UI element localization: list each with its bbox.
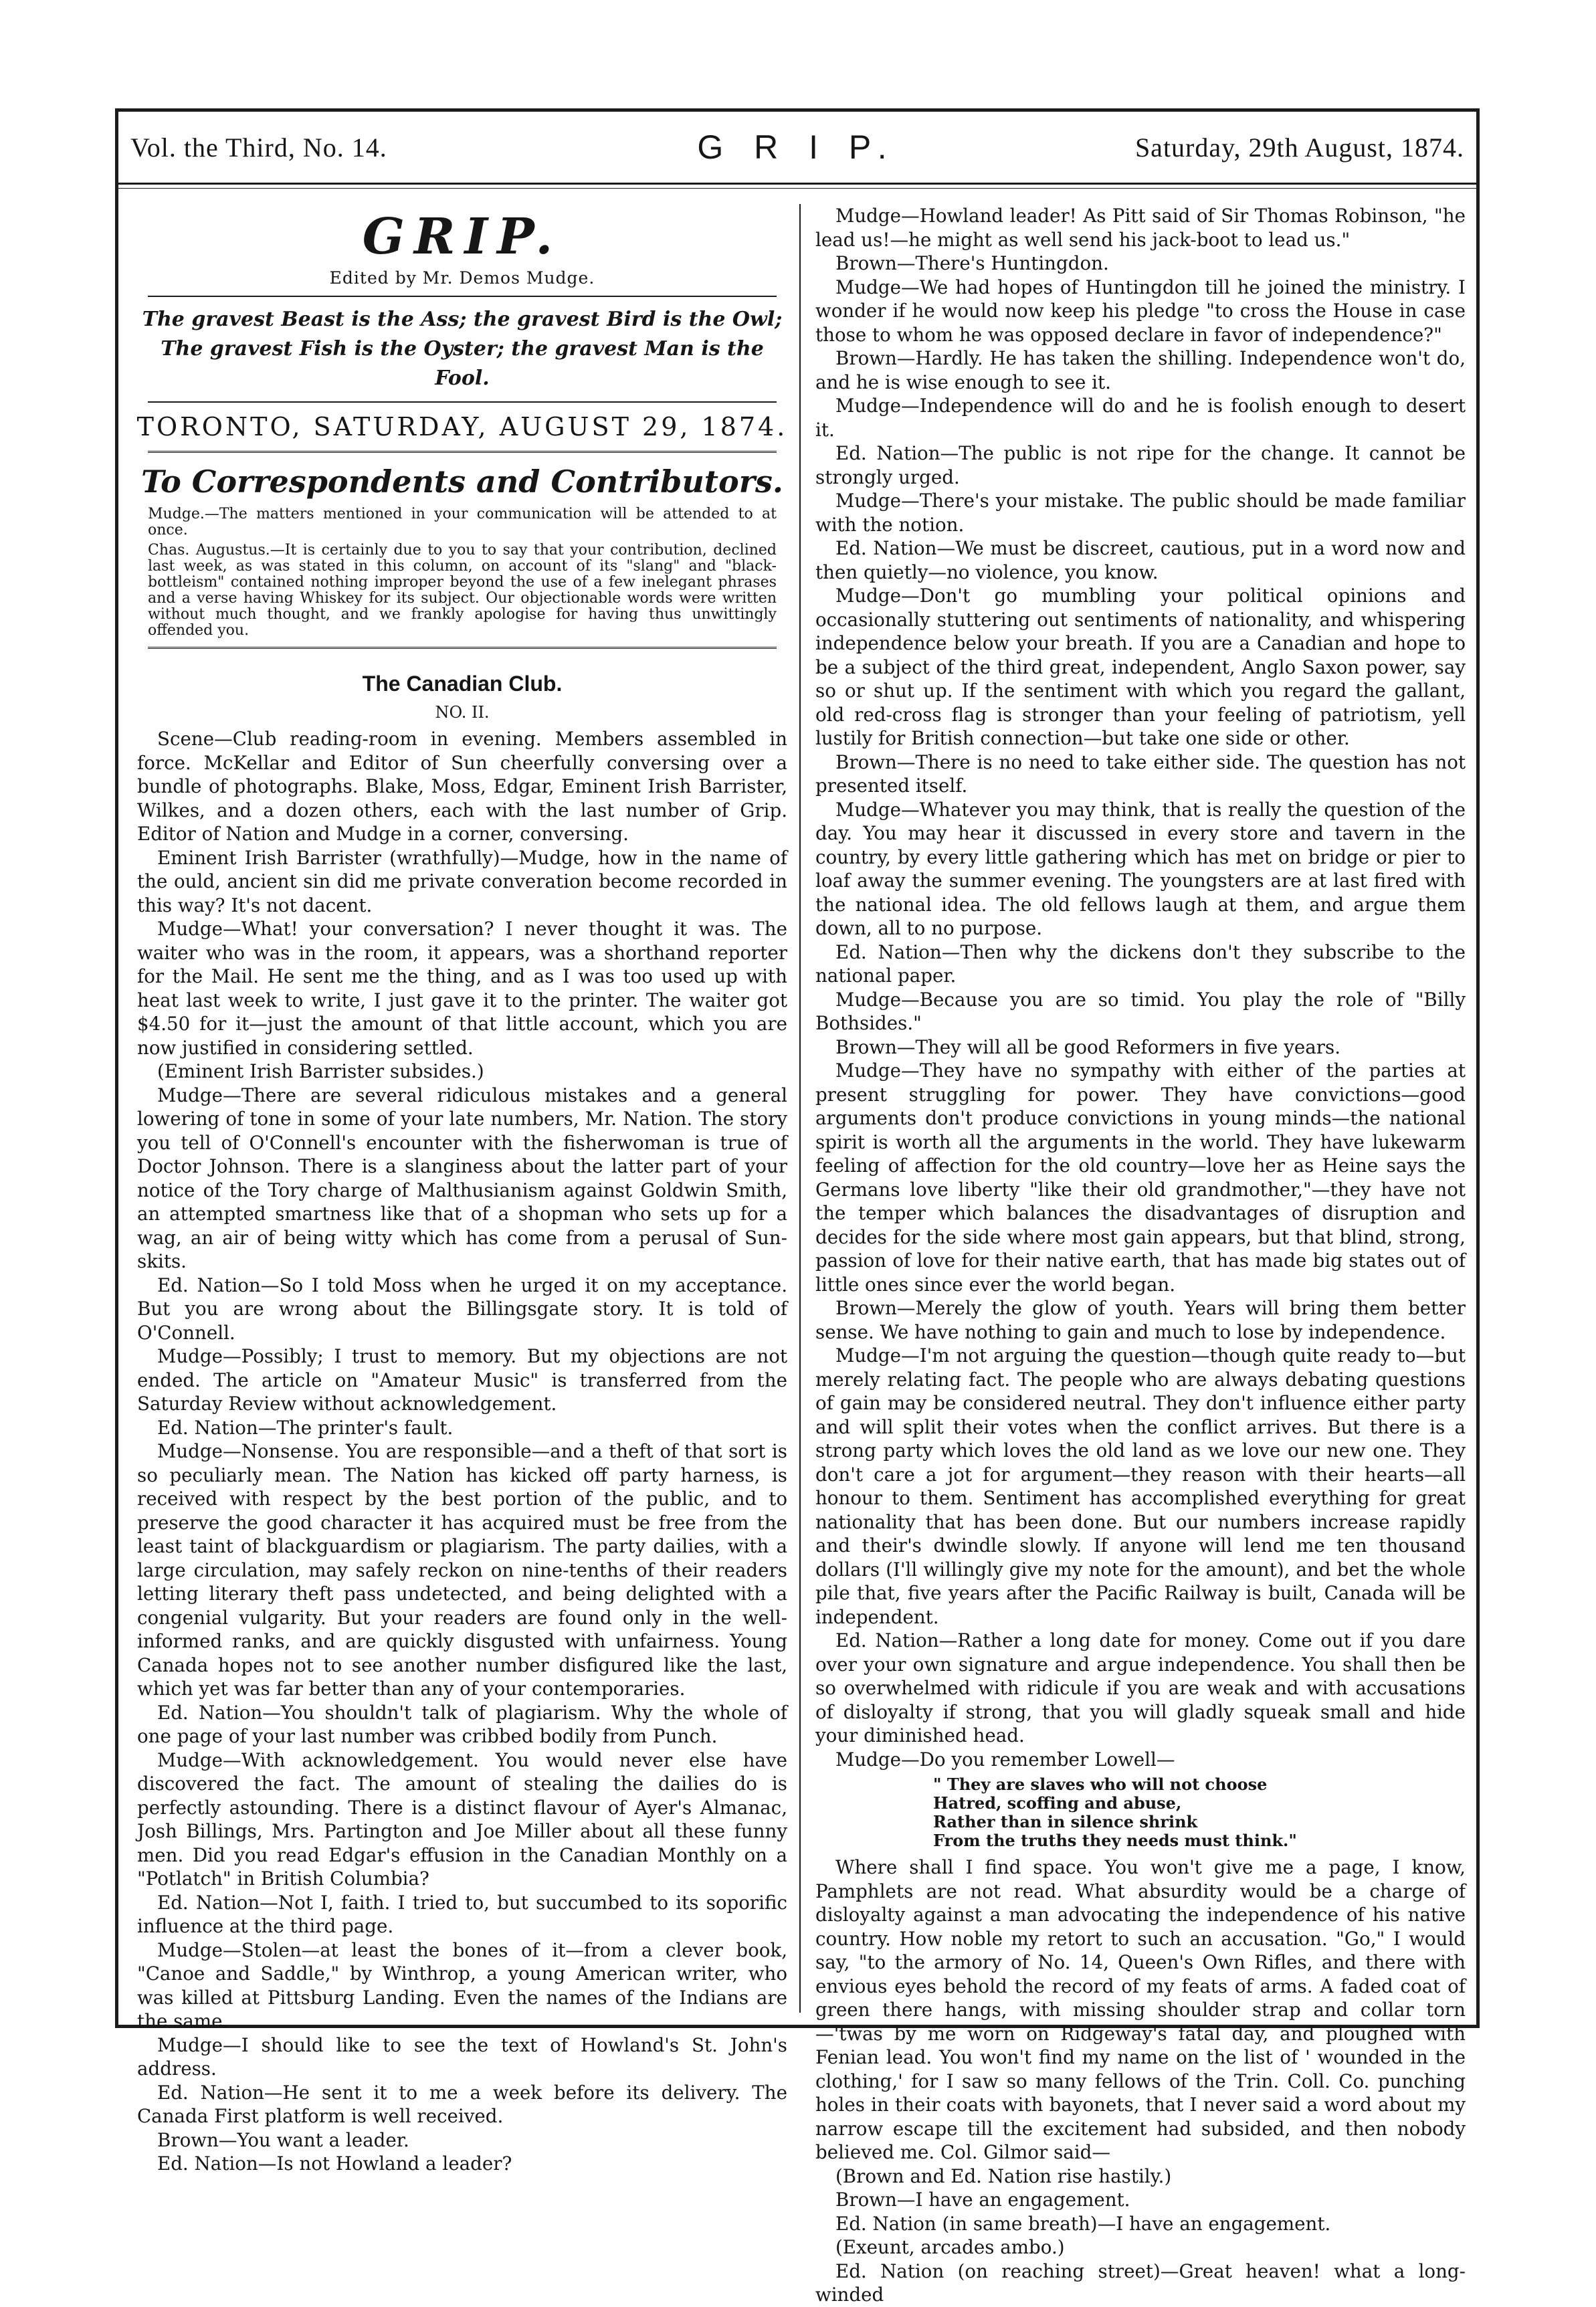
paragraph: Brown—You want a leader. [157,2128,409,2151]
paragraph: Mudge—Whatever you may think, that is really the question of the day. You may hear it discussed in every store and tavern in the country, by every little gathering which has met on bridge or pier to loaf away the summer evening. The youngsters are at last fired with the national idea. The old fellows laugh at them, and argue them down, all to no purpose. [815,798,1466,939]
left-column [134,204,790,2175]
double-divider [148,451,777,453]
paragraph: Brown—Hardly. He has taken the shilling. Independence won't do, and he is wise enough to see it. [815,347,1466,393]
paragraph: Brown—There's Huntingdon. [835,252,1109,274]
paragraph: Ed. Nation—You shouldn't talk of plagiarism. Why the whole of one page of your last number was cribbed bodily from Punch. [137,1701,787,1747]
correspondent-note: Mudge.—The matters mentioned in your communication will be attended to at once. [148,506,777,538]
paragraph: Mudge—With acknowledgement. You would never else have discovered the fact. The amount of stealing the dailies do is perfectly astounding. There is a distinct flavour of Ayer's Almanac, Josh Billings, Mrs. Partington and Joe Miller about all these funny men. Did you read Edgar's effusion in the Canadian Monthly on a "Potlatch" in British Columbia? [137,1748,787,1890]
article-heading: The Canadian Club. [362,672,563,696]
paragraph: Mudge—We had hopes of Huntingdon till he joined the ministry. I wonder if he would now keep his pledge "to cross the House in case those to whom he was opposed declare in favor of independence?" [815,276,1466,346]
paragraph: Ed. Nation—The printer's fault. [157,1416,454,1439]
quote-line: " They are slaves who will not choose [933,1775,1268,1794]
paragraph: Ed. Nation—The public is not ripe for the change. It cannot be strongly urged. [815,442,1466,488]
paragraph: Mudge—I should like to see the text of Howland's St. John's address. [137,2033,787,2080]
paragraph: Mudge—Possibly; I trust to memory. But my objections are not ended. The article on "Amateur Music" is transferred from the Saturday Review without acknowledgement. [137,1345,787,1415]
paragraph: Mudge—Independence will do and he is foolish enough to desert it. [815,395,1466,441]
paragraph: Ed. Nation—We must be discreet, cautious, put in a word now and then quietly—no violence, you know. [815,537,1466,583]
masthead-rule [118,183,1476,185]
masthead-rule-thin [118,188,1476,189]
quote-line: From the truths they needs must think." [933,1831,1297,1850]
editor-line: Edited by Mr. Demos Mudge. [329,268,595,288]
paragraph: (Brown and Ed. Nation rise hastily.) [835,2165,1172,2187]
paragraph: Mudge—Stolen—at least the bones of it—from a clever book, "Canoe and Saddle," by Winthrop, a young American writer, who was killed at Pittsburg Landing. Even the names of the Indians are the same. [137,1938,787,2032]
paragraph: Brown—There is no need to take either side. The question has not presented itself. [815,750,1466,797]
paragraph: Eminent Irish Barrister (wrathfully)—Mudge, how in the name of the ould, ancient sin did me private converation become recorded in this way? It's not dacent. [137,846,787,916]
motto-line-2: The gravest Fish is the Oyster; the gravest Man is the Fool. [161,337,764,390]
paragraph: Ed. Nation—He sent it to me a week before its delivery. The Canada First platform is well received. [137,2081,787,2127]
paragraph: Where shall I find space. You won't give me a page, I know, Pamphlets are not read. What absurdity would be a charge of disloyalty against a man advocating the independence of his native country. How noble my retort to such an accusation. "Go," I would say, "to the armory of No. 14, Queen's Own Rifles, and there with envious eyes behold the record of my feats of arms. A faded coat of green there hangs, with missing shoulder strap and collar torn—'twas by me worn on Ridgeway's fatal day, and ploughed with Fenian lead. You won't find my name on the list of ' wounded in the clothing,' for I saw so many fellows of the Trin. Coll. Co. punching holes in their coats with bayonets, that I never said a word about my narrow escape till the excitement had subsided, and then nobody believed me. Col. Gilmor said— [815,1856,1466,2163]
masthead [118,112,1476,179]
newspaper-page [115,108,1480,2306]
paragraph: Mudge—What! your conversation? I never thought it was. The waiter who was in the room, it appears, was a shorthand reporter for the Mail. He sent me the thing, and as I was too used up with heat last week to write, I just gave it to the printer. The waiter got $4.50 for it—just the amount of that little account, which you are now justified in considering settled. [137,918,787,1059]
poem-quote [933,1775,1468,1850]
quote-line: Hatred, scoffing and abuse, [933,1793,1182,1813]
article-number: NO. II. [435,703,490,722]
issue-date: Saturday, 29th August, 1874. [1134,132,1464,163]
paragraph: Ed. Nation—Rather a long date for money. Come out if you dare over your own signature and argue independence. You shall then be so overwhelmed with ridicule if you are weak and with accusations of disloyalty if strong, that you will gladly squeak small and hide your diminished head. [815,1629,1466,1746]
divider [148,401,777,403]
paragraph: Brown—I have an engagement. [835,2189,1130,2211]
paragraph: Brown—Merely the glow of youth. Years will bring them better sense. We have nothing to gain and much to lose by independence. [815,1297,1466,1343]
paragraph: Scene—Club reading-room in evening. Members assembled in force. McKellar and Editor of Sun cheerfully conversing over a bundle of photographs. Blake, Moss, Edgar, Eminent Irish Barrister, Wilkes, and a dozen others, each with the last number of Grip. Editor of Nation and Mudge in a corner, conversing. [137,728,787,845]
column-divider [799,204,801,2013]
correspondent-note: Chas. Augustus.—It is certainly due to you to say that your contribution, declined last week, as was stated in this column, on account of its "slang" and "black-bottleism" contained nothing improper beyond the use of a few inelegant phrases and a verse having Whiskey for its subject. Our objectionable words were written without much thought, and we frankly apologise for having thus unwittingly offended you. [148,542,777,639]
paragraph: (Eminent Irish Barrister subsides.) [157,1060,484,1082]
quote-line: Rather than in silence shrink [933,1812,1198,1831]
motto-line-1: The gravest Beast is the Ass; the gravest Bird is the Owl; [142,308,783,331]
paragraph: Ed. Nation—Then why the dickens don't they subscribe to the national paper. [815,940,1466,987]
masthead-title: G R I P. [697,128,898,166]
paragraph: Ed. Nation (on reaching street)—Great heaven! what a long-winded [815,2260,1466,2306]
paragraph: Mudge—There's your mistake. The public should be made familiar with the notion. [815,490,1466,536]
paragraph: Mudge—There are several ridiculous mistakes and a general lowering of tone in some of your late numbers, Mr. Nation. The story you tell of O'Connell's encounter with the fisherwoman is true of Doctor Johnson. There is a slanginess about the latter part of your notice of the Tory charge of Malthusianism against Goldwin Smith, an attempted smartness like that of a shopman who sets up for a wag, an air of being witty which has come from a perusal of Sun-skits. [137,1084,787,1272]
grip-logo: GRIP. [362,208,563,266]
right-column [813,204,1468,2306]
paragraph: Ed. Nation—Is not Howland a leader? [157,2152,512,2175]
double-divider [148,647,777,649]
paragraph: Brown—They will all be good Reformers in five years. [835,1035,1341,1058]
divider [148,296,777,297]
paragraph: (Exeunt, arcades ambo.) [835,2236,1065,2258]
correspondents-heading: To Correspondents and Contributors. [141,464,783,500]
volume-number: Vol. the Third, No. 14. [130,132,387,163]
dateline: TORONTO, SATURDAY, AUGUST 29, 1874. [136,412,788,441]
paragraph: Mudge—Because you are so timid. You play the role of "Billy Bothsides." [815,988,1466,1034]
paragraph: Ed. Nation—Not I, faith. I tried to, but succumbed to its soporific influence at the third page. [137,1891,787,1937]
paragraph: Mudge—I'm not arguing the question—though quite ready to—but merely relating fact. The people who are always debating questions of gain may be considered neutral. They don't influence either party and will split their votes when the conflict arrives. But there is a strong party which loves the old land as we love our new one. They don't care a jot for argument—they reason with their hearts—all honour to them. Sentiment has accomplished everything for great nationality that has been done. But our numbers increase rapidly and their's dwindle slowly. If anyone will lend me ten thousand dollars (I'll willingly give my note for the amount), and bet the whole pile that, five years after the Pacific Railway is built, Canada will be independent. [815,1344,1466,1628]
paragraph: Ed. Nation—So I told Moss when he urged it on my acceptance. But you are wrong about the Billingsgate story. It is told of O'Connell. [137,1274,787,1344]
paragraph: Mudge—Howland leader! As Pitt said of Sir Thomas Robinson, "he lead us!—he might as well send his jack-boot to lead us." [815,205,1466,251]
paragraph: Mudge—Nonsense. You are responsible—and a theft of that sort is so peculiarly mean. The Nation has kicked off party harness, is received with respect by the best portion of the public, and to preserve the good character it has acquired must be free from the least taint of blackguardism or plagiarism. The party dailies, with a large circulation, may safely reckon on nine-tenths of their readers letting literary theft pass undetected, and being delighted with a congenial vulgarity. But your readers are found only in the well-informed ranks, and are quickly disgusted with unfairness. Young Canada hopes not to see another number disfigured like the last, which yet was far better than any of your contemporaries. [137,1440,787,1700]
paragraph: Ed. Nation (in same breath)—I have an engagement. [835,2212,1331,2235]
paragraph: Mudge—Don't go mumbling your political opinions and occasionally stuttering out sentiments of nationality, and whispering independence below your breath. If you are a Canadian and hope to be a subject of the third great, independent, Anglo Saxon power, say so or shut up. If the sentiment with which you regard the gallant, old red-cross flag is stronger than your feeling of patriotism, yell lustily for British connection—but take one side or other. [815,585,1466,749]
paragraph: Mudge—They have no sympathy with either of the parties at present struggling for power. They have convictions—good arguments don't produce convictions in young minds—the national spirit is worth all the arguments in the world. They have lukewarm feeling of affection for the old country—love her as Heine says the Germans love liberty "like their old grandmother,"—they have not the temper which balances the disadvantages of disruption and decides for the side where most gain appears, but that blind, strong, passion of love for their native earth, that has made big states out of little ones since ever the world began. [815,1060,1466,1296]
paragraph: Mudge—Do you remember Lowell— [835,1748,1175,1771]
